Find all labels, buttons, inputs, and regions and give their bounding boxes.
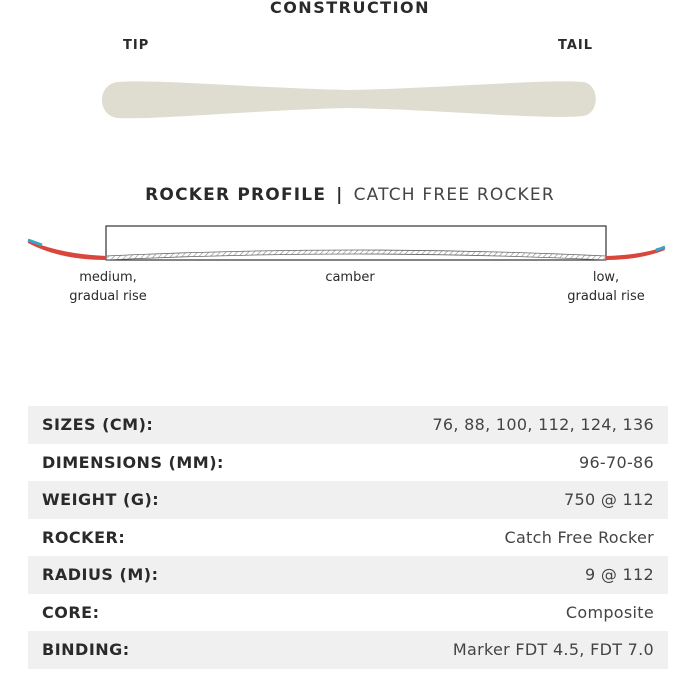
spec-row-rocker — [28, 519, 668, 557]
tip-rise-line1: medium, — [79, 270, 137, 285]
rocker-type-label: CATCH FREE ROCKER — [353, 185, 555, 205]
rocker-profile-diagram — [20, 220, 680, 270]
tail-rise-label — [556, 268, 656, 306]
spec-row-sizes — [28, 406, 668, 444]
spec-key: WEIGHT (G): — [42, 490, 160, 510]
tail-label: TAIL — [558, 38, 594, 53]
title-separator: | — [336, 185, 344, 205]
spec-key: RADIUS (M): — [42, 565, 159, 585]
spec-value: Catch Free Rocker — [504, 527, 654, 547]
spec-row-binding — [28, 631, 668, 669]
spec-key: DIMENSIONS (MM): — [42, 452, 224, 472]
spec-key: SIZES (CM): — [42, 415, 154, 435]
spec-value: 76, 88, 100, 112, 124, 136 — [432, 415, 654, 435]
spec-value: 96-70-86 — [578, 452, 654, 472]
spec-row-dimensions — [28, 444, 668, 482]
specs-table — [28, 406, 668, 669]
spec-row-weight — [28, 481, 668, 519]
tip-label: TIP — [123, 38, 150, 53]
construction-heading: CONSTRUCTION — [269, 0, 431, 17]
camber-label: camber — [325, 270, 375, 285]
tip-rise-line2: gradual rise — [69, 289, 147, 304]
spec-value: 750 @ 112 — [564, 490, 654, 510]
camber-base — [106, 250, 606, 260]
spec-row-radius — [28, 556, 668, 594]
tail-rise-line2: gradual rise — [567, 289, 645, 304]
rocker-profile-title — [0, 185, 700, 205]
spec-key: BINDING: — [42, 640, 130, 660]
rocker-profile-label: ROCKER PROFILE — [145, 185, 327, 205]
spec-value: Marker FDT 4.5, FDT 7.0 — [452, 640, 654, 660]
spec-key: CORE: — [42, 602, 100, 622]
ski-topsheet-shape — [95, 70, 605, 130]
tail-rise-line1: low, — [592, 270, 620, 285]
tip-rise-label — [58, 268, 158, 306]
spec-row-core — [28, 594, 668, 632]
spec-value: 9 @ 112 — [585, 565, 654, 585]
spec-key: ROCKER: — [42, 527, 126, 547]
spec-value: Composite — [565, 602, 654, 622]
